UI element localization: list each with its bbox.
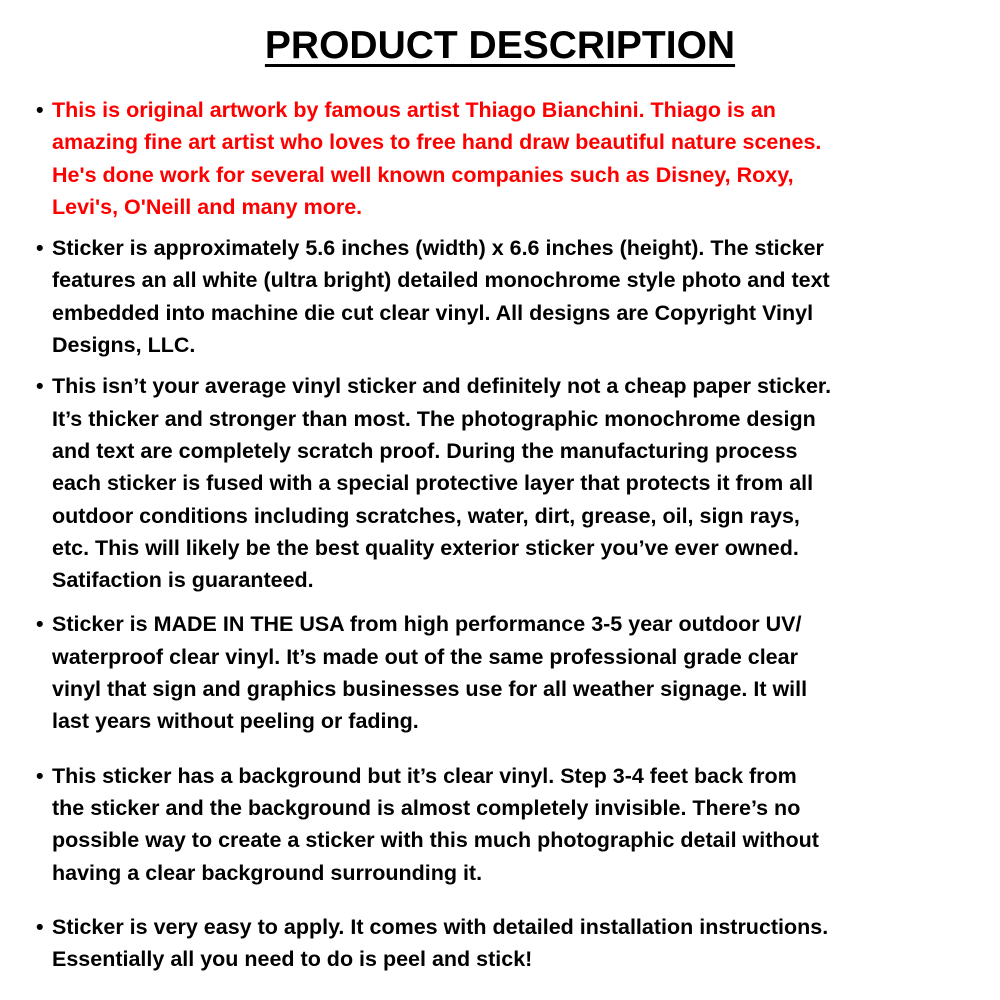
bullet-icon: • xyxy=(36,763,44,788)
description-item-background xyxy=(36,760,976,889)
description-text: Sticker is MADE IN THE USA from high performance 3-5 year outdoor UV/ waterproof clear vinyl. It’s made out of the same professional grade clear vinyl that sign and graphics businesses use for all weather signage. It will last years without peeling or fading. xyxy=(52,612,808,734)
description-item-made-in-usa xyxy=(36,608,976,737)
description-text: This isn’t your average vinyl sticker and definitely not a cheap paper sticker. It’s thicker and stronger than most. The photographic monochrome design and text are completely scratch proof. During the manufacturing process each sticker is fused with a special protective layer that protects it from all outdoor conditions including scratches, water, dirt, grease, oil, sign rays, etc. This will likely be the best quality exterior sticker you’ve ever owned. Satifaction is guaranteed. xyxy=(52,374,832,593)
bullet-icon: • xyxy=(36,98,44,122)
description-item-quality xyxy=(36,370,976,596)
page-title-text: PRODUCT DESCRIPTION xyxy=(264,24,736,67)
description-item-artist xyxy=(36,94,976,223)
bullet-icon: • xyxy=(36,236,44,261)
description-text: Sticker is approximately 5.6 inches (width) x 6.6 inches (height). The sticker features an all white (ultra bright) detailed monochrome style photo and text embedded into machine die cut clear vinyl. All designs are Copyright Vinyl Designs, LLC. xyxy=(52,236,830,358)
description-item-apply xyxy=(36,911,976,976)
description-text: This sticker has a background but it’s clear vinyl. Step 3-4 feet back from the sticker and the background is almost completely invisible. There’s no possible way to create a sticker with this much photographic detail without having a clear background surrounding it. xyxy=(52,763,819,885)
bullet-icon: • xyxy=(36,612,44,637)
description-text: Sticker is very easy to apply. It comes with detailed installation instructions. Essentially all you need to do is peel and stick! xyxy=(52,914,829,972)
page-title xyxy=(0,22,1000,70)
description-item-size xyxy=(36,232,976,361)
bullet-icon: • xyxy=(36,914,44,939)
description-list xyxy=(36,94,976,975)
description-text: This is original artwork by famous artist Thiago Bianchini. Thiago is an amazing fine art artist who loves to free hand draw beautiful nature scenes. He's done work for several well known companies such as Disney, Roxy, Levi's, O'Neill and many more. xyxy=(52,98,822,219)
bullet-icon: • xyxy=(36,374,44,399)
